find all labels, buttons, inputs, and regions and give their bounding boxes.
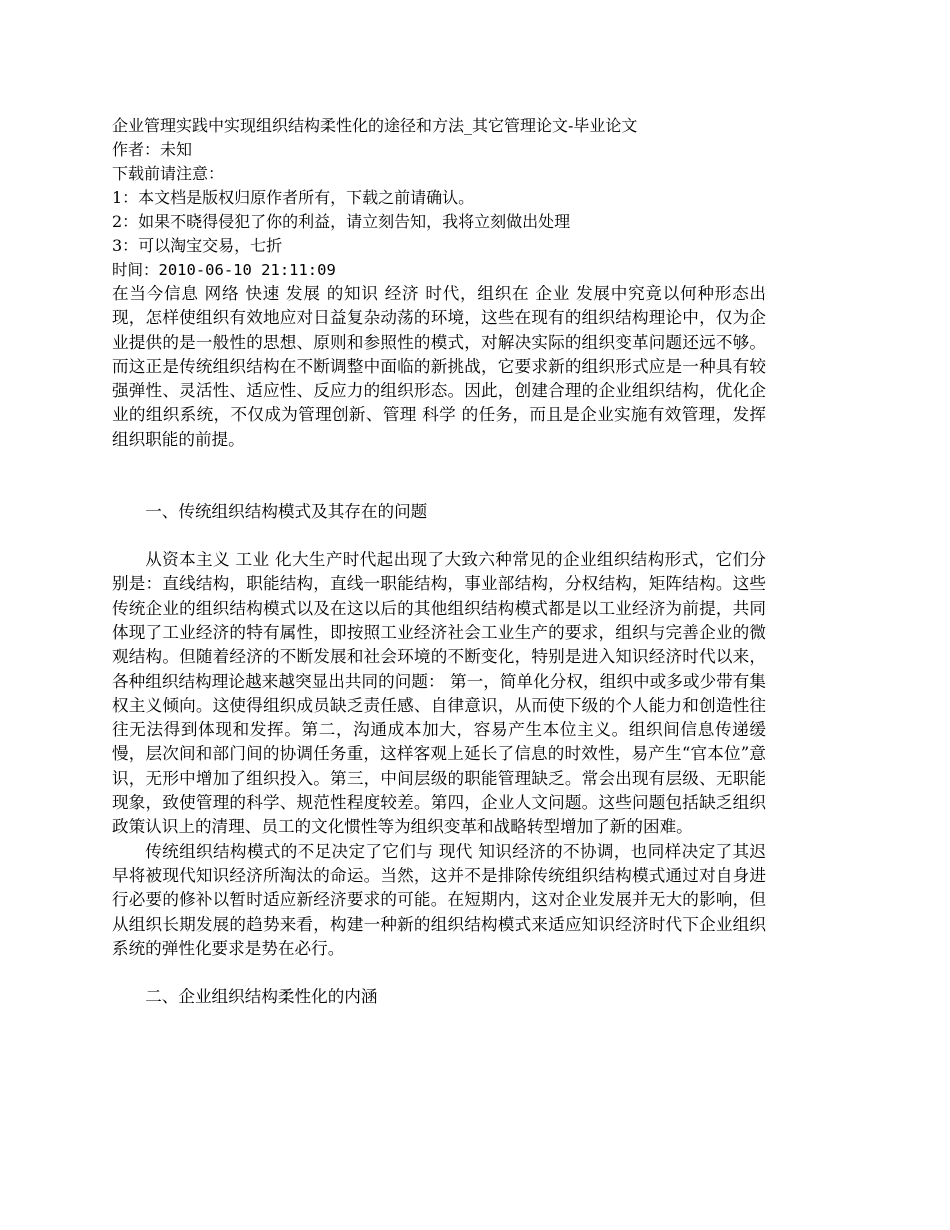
document-author: 作者：未知: [112, 140, 193, 159]
section1-paragraph-2: 传统组织结构模式的不足决定了它们与 现代 知识经济的不协调，也同样决定了其迟早将被现代知识经济所淘汰的命运。当然，这并不是排除传统组织结构模式通过对自身进行必要的修补以暂时适应新经济要求的可能。在短期内，这对企业发展并无大的影响，但从组织长期发展的趋势来看，构建一种新的组织结构模式来适应知识经济时代下企业组织系统的弹性化要求是势在必行。: [112, 841, 766, 958]
document-page: [112, 114, 766, 1009]
intro-paragraph: 在当今信息 网络 快速 发展 的知识 经济 时代，组织在 企业 发展中究竟以何种形态出现，怎样使组织有效地应对日益复杂动荡的环境，这些在现有的组织结构理论中，仅为企业提供的是一般性的思想、原则和参照性的模式，对解决实际的组织变革问题还远不够。而这正是传统组织结构在不断调整中面临的新挑战，它要求新的组织形式应是一种具有较强弹性、灵活性、适应性、反应力的组织形态。因此，创建合理的企业组织结构，优化企业的组织系统，不仅成为管理创新、管理 科学 的任务，而且是企业实施有效管理，发挥组织职能的前提。: [112, 284, 766, 449]
notice-item-1: 1：本文档是版权归原作者所有，下载之前请确认。: [112, 188, 475, 207]
document-title: 企业管理实践中实现组织结构柔性化的途径和方法_其它管理论文-毕业论文: [112, 116, 638, 135]
notice-item-2: 2：如果不晓得侵犯了你的利益，请立刻告知，我将立刻做出处理: [112, 212, 571, 231]
notice-item-3: 3：可以淘宝交易，七折: [112, 236, 283, 255]
spacer: [112, 452, 766, 500]
notice-header: 下载前请注意：: [112, 164, 225, 183]
spacer: [112, 524, 766, 548]
document-timestamp: 时间：2010-06-10 21:11:09: [112, 261, 336, 279]
section-heading-1: 一、传统组织结构模式及其存在的问题: [145, 502, 428, 522]
section-heading-2: 二、企业组织结构柔性化的内涵: [145, 987, 378, 1007]
spacer: [112, 961, 766, 985]
section1-paragraph-1: 从资本主义 工业 化大生产时代起出现了大致六种常见的企业组织结构形式，它们分别是：直线结构，职能结构，直线一职能结构，事业部结构，分权结构，矩阵结构。这些传统企业的组织结构模式以及在这以后的其他组织结构模式都是以工业经济为前提，共同体现了工业经济的特有属性，即按照工业经济社会工业生产的要求，组织与完善企业的微观结构。但随着经济的不断发展和社会环境的不断变化，特别是进入知识经济时代以来，各种组织结构理论越来越突显出共同的问题： 第一，简单化分权，组织中或多或少带有集权主义倾向。这使得组织成员缺乏责任感、自律意识，从而使下级的个人能力和创造性往往无法得到体现和发挥。第二，沟通成本加大，容易产生本位主义。组织间信息传递缓慢，层次间和部门间的协调任务重，这样客观上延长了信息的时效性，易产生“官本位”意识，无形中增加了组织投入。第三，中间层级的职能管理缺乏。常会出现有层级、无职能现象，致使管理的科学、规范性程度较差。第四，企业人文问题。这些问题包括缺乏组织政策认识上的清理、员工的文化惯性等为组织变革和战略转型增加了新的困难。: [112, 550, 766, 837]
